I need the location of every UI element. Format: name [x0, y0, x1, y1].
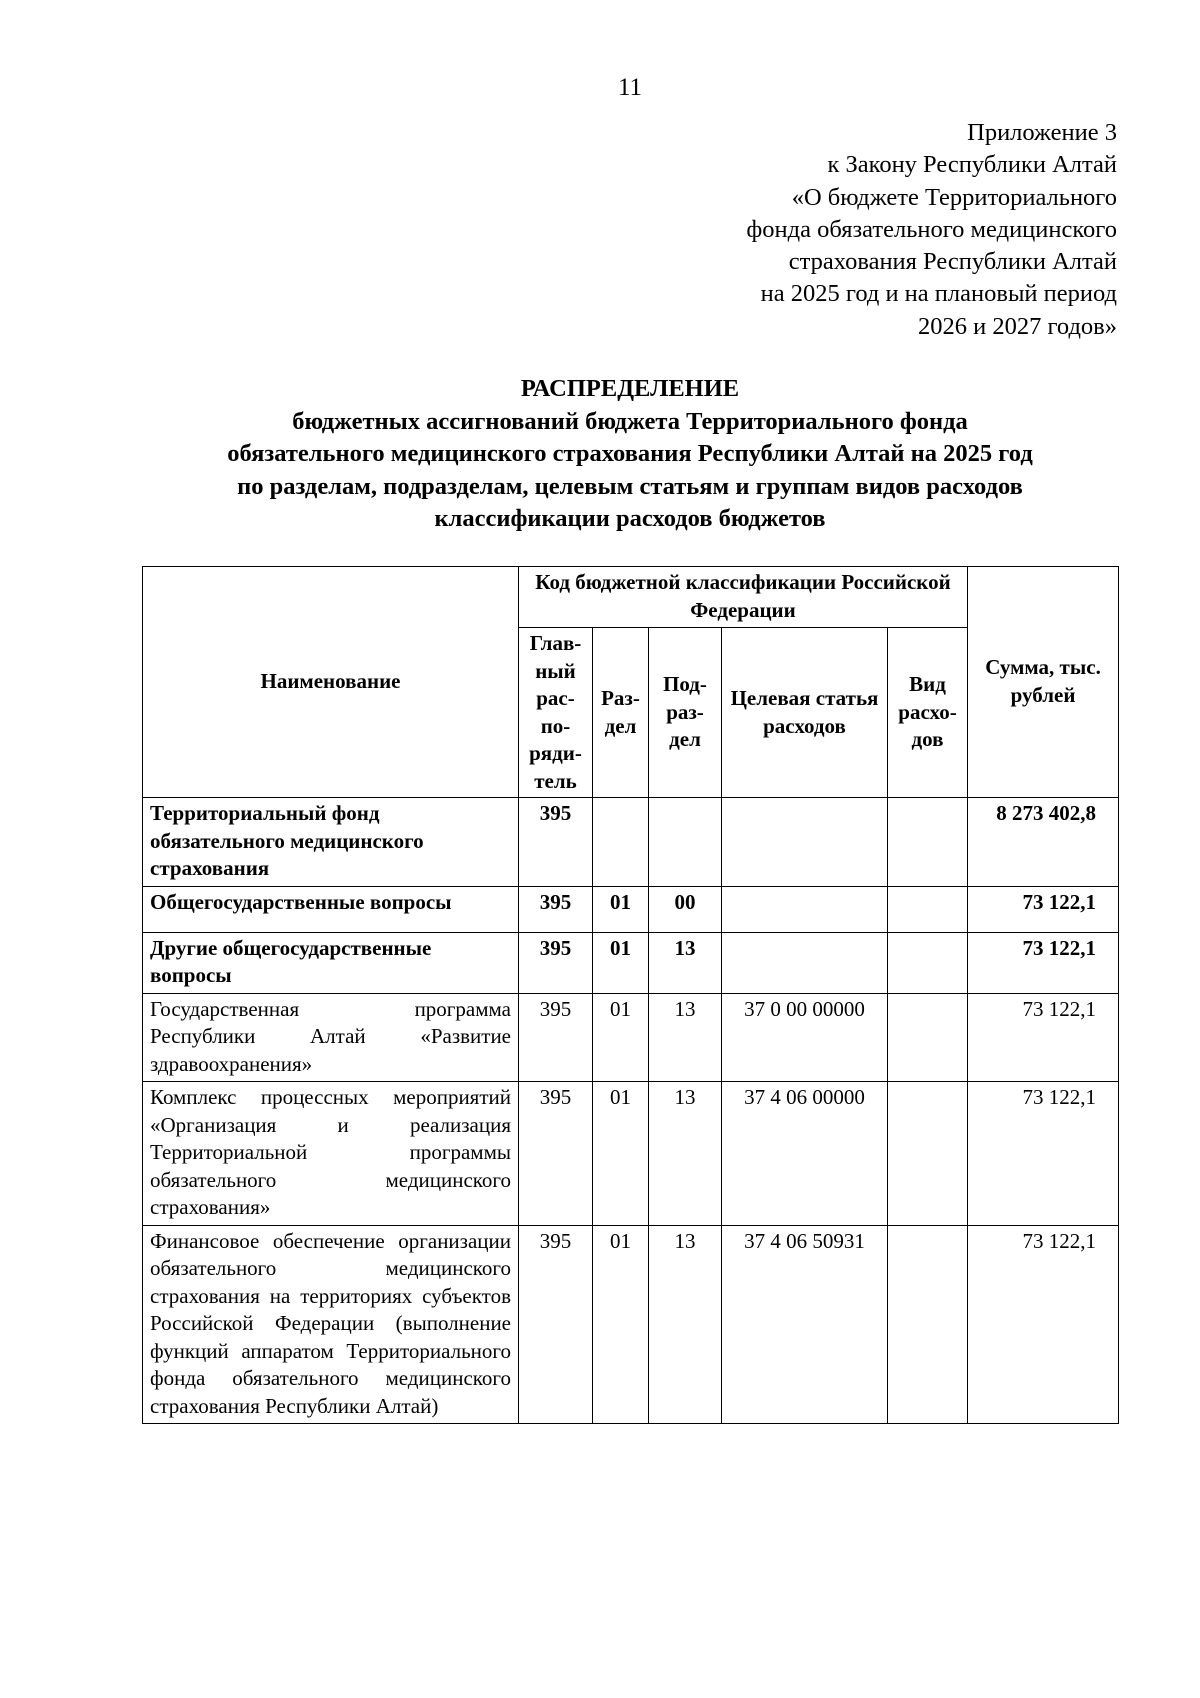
- row-subsection: 13: [649, 1082, 722, 1226]
- appendix-line: страхования Республики Алтай: [788, 248, 1117, 276]
- appendix-line: 2026 и 2027 годов»: [917, 312, 1117, 340]
- header-amount: Сумма, тыс. рублей: [968, 567, 1119, 798]
- header-type: Вид расхо-дов: [888, 628, 968, 798]
- row-target: [722, 932, 888, 993]
- row-name: Другие общегосударственные вопросы: [143, 932, 519, 993]
- appendix-line: к Закону Республики Алтай: [827, 151, 1117, 179]
- row-section: [593, 798, 649, 887]
- row-type: [888, 932, 968, 993]
- header-code-group: Код бюджетной классификации Российской Федерации: [519, 567, 968, 628]
- row-amount: 73 122,1: [968, 1225, 1119, 1424]
- row-subsection: 13: [649, 993, 722, 1082]
- table-row: [143, 932, 1119, 993]
- title-line: по разделам, подразделам, целевым статьям и группам видов расходов: [237, 472, 1023, 500]
- row-admin: 395: [519, 932, 593, 993]
- row-type: [888, 886, 968, 932]
- row-amount: 73 122,1: [968, 993, 1119, 1082]
- row-subsection: [649, 798, 722, 887]
- title-line: бюджетных ассигнований бюджета Территориального фонда: [292, 407, 968, 435]
- appendix-line: Приложение 3: [967, 119, 1117, 146]
- row-target: 37 4 06 00000: [722, 1082, 888, 1226]
- row-name: Территориальный фонд обязательного медицинского страхования: [143, 798, 519, 887]
- title-line: классификации расходов бюджетов: [434, 505, 826, 532]
- document-title: [120, 373, 1140, 536]
- row-name: Финансовое обеспечение организации обязательного медицинского страхования на территориях субъектов Российской Федерации (выполнение функций аппаратом Территориального фонда обязательного медицинского страхования Республики Алтай): [143, 1225, 519, 1424]
- row-amount: 73 122,1: [968, 932, 1119, 993]
- row-admin: 395: [519, 798, 593, 887]
- row-target: 37 4 06 50931: [722, 1225, 888, 1424]
- row-type: [888, 798, 968, 887]
- table-row: [143, 1225, 1119, 1424]
- row-amount: 8 273 402,8: [968, 798, 1119, 887]
- appendix-line: фонда обязательного медицинского: [746, 215, 1117, 243]
- row-target: [722, 886, 888, 932]
- row-subsection: 13: [649, 1225, 722, 1424]
- row-type: [888, 1225, 968, 1424]
- table-row: [143, 993, 1119, 1082]
- page-number: 11: [617, 74, 643, 101]
- row-section: 01: [593, 993, 649, 1082]
- row-subsection: 00: [649, 886, 722, 932]
- row-admin: 395: [519, 993, 593, 1082]
- table-row: [143, 798, 1119, 887]
- row-amount: 73 122,1: [968, 1082, 1119, 1226]
- header-row: [143, 567, 1119, 628]
- table-row: [143, 1082, 1119, 1226]
- row-admin: 395: [519, 1225, 593, 1424]
- header-target: Целевая статья расходов: [722, 628, 888, 798]
- title-line: обязательного медицинского страхования Республики Алтай на 2025 год: [227, 440, 1033, 467]
- budget-table: [142, 566, 1119, 1424]
- row-target: 37 0 00 00000: [722, 993, 888, 1082]
- row-admin: 395: [519, 886, 593, 932]
- row-admin: 395: [519, 1082, 593, 1226]
- header-admin: Глав-ный рас-по-ряди-тель: [519, 628, 593, 798]
- row-name: Комплекс процессных мероприятий «Организация и реализация Территориальной программы обязательного медицинского страхования»: [143, 1082, 519, 1226]
- title-heading: РАСПРЕДЕЛЕНИЕ: [520, 375, 740, 402]
- row-section: 01: [593, 886, 649, 932]
- row-name: Государственная программа Республики Алтай «Развитие здравоохранения»: [143, 993, 519, 1082]
- row-subsection: 13: [649, 932, 722, 993]
- appendix-note: [617, 117, 1117, 343]
- header-section: Раз-дел: [593, 628, 649, 798]
- row-target: [722, 798, 888, 887]
- appendix-line: на 2025 год и на плановый период: [760, 280, 1117, 308]
- header-name: Наименование: [143, 567, 519, 798]
- row-section: 01: [593, 1082, 649, 1226]
- row-name: Общегосударственные вопросы: [143, 886, 519, 932]
- appendix-line: «О бюджете Территориального: [791, 183, 1117, 211]
- row-section: 01: [593, 932, 649, 993]
- row-type: [888, 1082, 968, 1226]
- table-row: [143, 886, 1119, 932]
- row-section: 01: [593, 1225, 649, 1424]
- row-type: [888, 993, 968, 1082]
- header-subsection: Под-раз-дел: [649, 628, 722, 798]
- row-amount: 73 122,1: [968, 886, 1119, 932]
